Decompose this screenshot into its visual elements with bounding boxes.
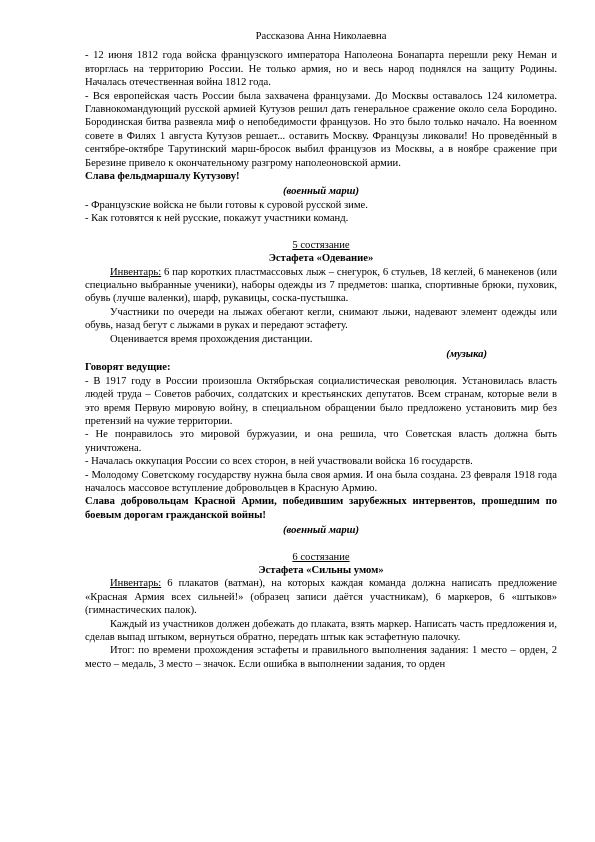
page-header-author: Рассказова Анна Николаевна bbox=[255, 31, 387, 42]
inventory-label-6: Инвентарь: bbox=[110, 578, 162, 590]
inventory-text: 6 пар коротких пластмассовых лыж – снегурок, 6 стульев, 18 кеглей, 6 манекенов (или специально выбранные ученики), наборы одежды из 7 предметов: шапка, спортивные брюки, пуховик, обувь (лучше валенки), шарф, рукавицы, соска-пустышка. bbox=[85, 266, 557, 305]
paragraph-borodino: - Вся европейская часть России была захвачена французами. До Москвы оставалось 124 километра. Главнокомандующий русской армией Кутузов решил дать генеральное сражение около села Бородино. Бородинская битва развеяла миф о непобедимости французов. Но это было только начало. На военном совете в Филях 1 августа Кутузов решает... оставить Москву. Французы ликовали! Но проведённый в сентябре-октябре Тарутинский марш-бросок выбил французов из Москвы, а в ноябре сражение при Березине привело к окончательному разгрому наполеоновской армии. bbox=[85, 90, 557, 169]
glory-volunteers: Слава добровольцам Красной Армии, победившим зарубежных интервентов, прошедшим по боевым дорогам гражданской войны! bbox=[85, 496, 557, 521]
paragraph-red-army: - Молодому Советскому государству нужна была своя армия. И она была создана. 23 февраля 1918 года началось массовое вступление добровольцев в Красную Армию. bbox=[85, 469, 557, 494]
hosts-speak: Говорят ведущие: bbox=[85, 362, 171, 374]
section-6-result: Итог: по времени прохождения эстафеты и правильного выполнения задания: 1 место – орден, 2 место – медаль, 3 место – значок. Если ошибка в выполнении задания, то орден bbox=[85, 645, 557, 670]
section-5-number: 5 состязание bbox=[292, 239, 350, 251]
section-5-scoring: Оценивается время прохождения дистанции. bbox=[110, 333, 313, 345]
section-5-rules: Участники по очереди на лыжах обегают кегли, снимают лыжи, надевают элемент одежды или обувь, назад бегут с лыжами в руках и передают эстафету. bbox=[85, 306, 557, 332]
music-note-march-2: (военный марш) bbox=[283, 525, 359, 537]
section-5-title: Эстафета «Одевание» bbox=[268, 253, 374, 265]
section-6-inventory bbox=[85, 577, 557, 617]
music-note-march: (военный марш) bbox=[283, 186, 359, 198]
paragraph-preparation: - Как готовятся к ней русские, покажут участники команд. bbox=[85, 213, 349, 225]
paragraph-occupation: - Началась оккупация России со всех сторон, в ней участвовали войска 16 государств. bbox=[85, 456, 473, 468]
paragraph-revolution: - В 1917 году в России произошла Октябрьская социалистическая революция. Установилась власть людей труда – Советов рабочих, солдатских и крестьянских депутатов. Всем странам, которые вели в это время Первую мировую войну, в специальном обращении было предложено установить мир без претензий на чужие территории. bbox=[85, 375, 557, 427]
paragraph-bourgeoisie: - Не понравилось это мировой буржуазии, и она решила, что Советская власть должна быть уничтожена. bbox=[85, 429, 557, 454]
music-note: (музыка) bbox=[446, 348, 487, 360]
document-page bbox=[85, 30, 557, 671]
section-6-number: 6 состязание bbox=[292, 551, 350, 563]
inventory-label: Инвентарь: bbox=[110, 266, 162, 278]
section-6-rules: Каждый из участников должен добежать до плаката, взять маркер. Написать часть предложения и, сделав выпад штыком, вернуться обратно, передать штык как эстафетную палочку. bbox=[85, 618, 557, 644]
paragraph-winter: - Французские войска не были готовы к суровой русской зиме. bbox=[85, 199, 368, 211]
paragraph-napoleon-invasion: - 12 июня 1812 года войска французского императора Наполеона Бонапарта перешли реку Неман и вторглась на территорию России. Не только армия, но и весь народ поднялся на защиту Родины. Началась отечественная война 1812 года. bbox=[85, 50, 557, 89]
glory-kutuzov: Слава фельдмаршалу Кутузову! bbox=[85, 171, 240, 183]
section-6-title: Эстафета «Сильны умом» bbox=[258, 565, 384, 577]
inventory-text-6: 6 плакатов (ватман), на которых каждая команда должна написать предложение «Красная Армия всех сильней!» (образец записи даётся участникам), 6 маркеров, 6 «штыков» (гимнастических палок). bbox=[85, 578, 557, 617]
section-5-inventory bbox=[85, 266, 557, 306]
